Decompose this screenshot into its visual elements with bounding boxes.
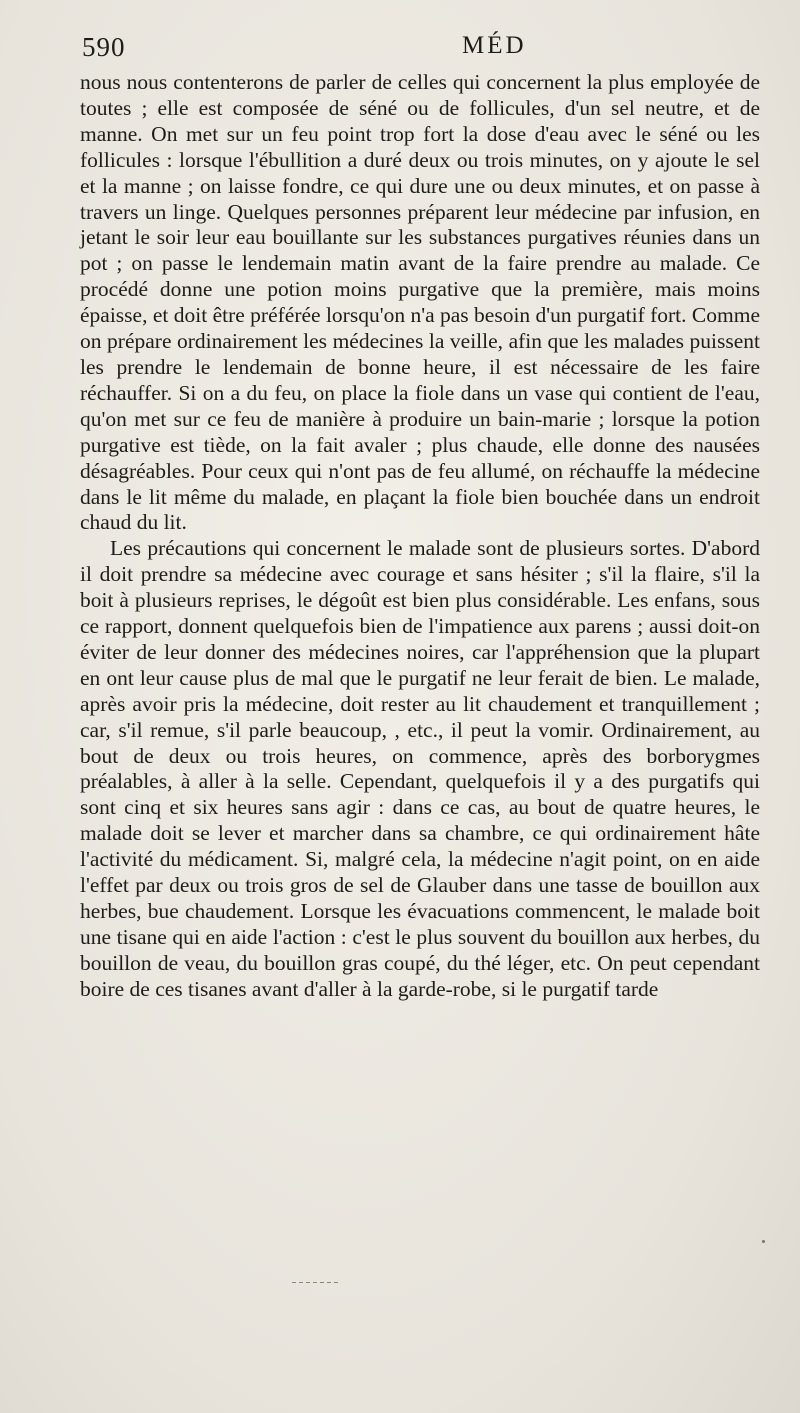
page-header bbox=[80, 30, 760, 66]
footer-rule bbox=[292, 1282, 340, 1283]
running-head: MÉD bbox=[462, 32, 527, 59]
paragraph-2: Les précautions qui concernent le malade sont de plusieurs sortes. D'abord il doit prendre sa médecine avec courage et sans hésiter ; s'il la flaire, s'il la boit à plusieurs reprises, le dégoût est bien plus considérable. Les enfans, sous ce rapport, donnent quelquefois bien de l'impatience aux parens ; aussi doit-on éviter de leur donner des médecines noires, car l'appréhension que la plupart en ont leur cause plus de mal que le purgatif ne leur ferait de bien. Le malade, après avoir pris la médecine, doit rester au lit chaudement et tranquillement ; car, s'il remue, s'il parle beaucoup, , etc., il peut la vomir. Ordinairement, au bout de deux ou trois heures, on commence, après des borborygmes préalables, à aller à la selle. Cependant, quelquefois il y a des purgatifs qui sont cinq et six heures sans agir : dans ce cas, au bout de quatre heures, le malade doit se lever et marcher dans sa chambre, ce qui ordinairement hâte l'activité du médicament. Si, malgré cela, la médecine n'agit point, on en aide l'effet par deux ou trois gros de sel de Glauber dans une tasse de bouillon aux herbes, bue chaudement. Lorsque les évacuations commencent, le malade boit une tisane qui en aide l'action : c'est le plus souvent du bouillon aux herbes, du bouillon de veau, du bouillon gras coupé, du thé léger, etc. On peut cependant boire de ces tisanes avant d'aller à la garde-robe, si le purgatif tarde bbox=[80, 536, 760, 1001]
paragraph-1: nous nous contenterons de parler de celles qui concernent la plus employée de toutes ; elle est composée de séné ou de follicules, d'un sel neutre, et de manne. On met sur un feu point trop fort la dose d'eau avec le séné ou les follicules : lorsque l'ébullition a duré deux ou trois minutes, on y ajoute le sel et la manne ; on laisse fondre, ce qui dure une ou deux minutes, et on passe à travers un linge. Quelques personnes préparent leur médecine par infusion, en jetant le soir leur eau bouillante sur les substances purgatives réunies dans un pot ; on passe le lendemain matin avant de la faire prendre au malade. Ce procédé donne une potion moins purgative que la première, mais moins épaisse, et doit être préférée lorsqu'on n'a pas besoin d'un purgatif fort. Comme on prépare ordinairement les médecines la veille, afin que les malades puissent les prendre le lendemain de bonne heure, il est nécessaire de les faire réchauffer. Si on a du feu, on place la fiole dans un vase qui contient de l'eau, qu'on met sur ce feu de manière à produire un bain-marie ; lorsque la potion purgative est tiède, on la fait avaler ; plus chaude, elle donne des nausées désagréables. Pour ceux qui n'ont pas de feu allumé, on réchauffe la médecine dans le lit même du malade, en plaçant la fiole bien bouchée dans un endroit chaud du lit. bbox=[80, 70, 760, 535]
ink-speck bbox=[762, 1240, 765, 1243]
page-number: 590 bbox=[82, 32, 126, 62]
body-text bbox=[80, 70, 760, 1003]
